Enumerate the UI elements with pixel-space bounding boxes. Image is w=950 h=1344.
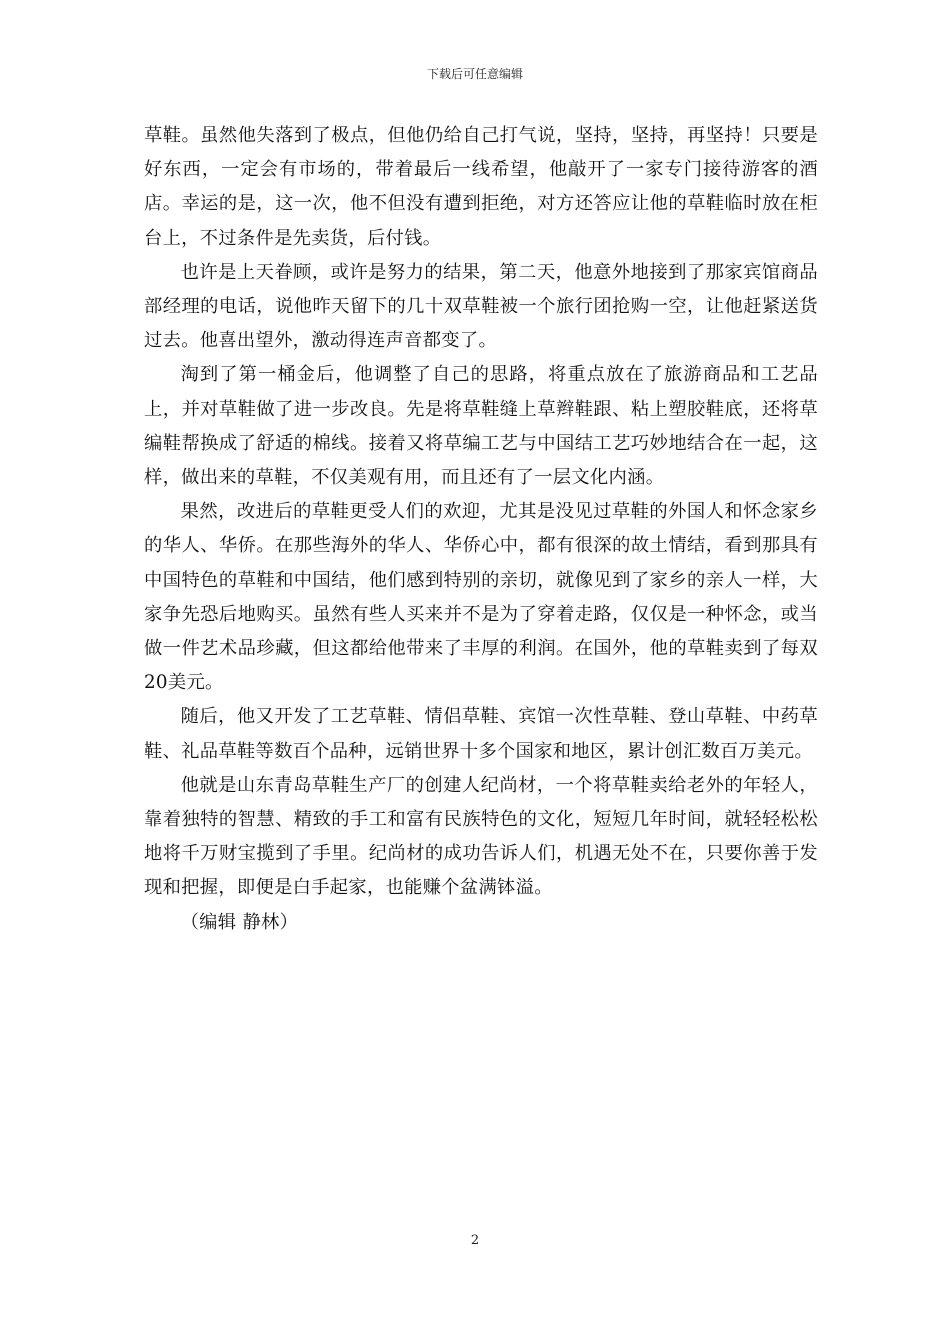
article-paragraph-5: 随后，他又开发了工艺草鞋、情侣草鞋、宾馆一次性草鞋、登山草鞋、中药草鞋、礼品草鞋等数百个品种，远销世界十多个国家和地区，累计创汇数百万美元。 — [144, 706, 818, 762]
article-body — [144, 119, 818, 940]
page-number: 2 — [470, 1233, 480, 1248]
article-paragraph-1: 草鞋。虽然他失落到了极点，但他仍给自己打气说，坚持，坚持，再坚持！只要是好东西，一定会有市场的，带着最后一线希望，他敲开了一家专门接待游客的酒店。幸运的是，这一次，他不但没有遭到拒绝，对方还答应让他的草鞋临时放在柜台上，不过条件是先卖货，后付钱。 — [144, 125, 818, 249]
article-paragraph-6: 他就是山东青岛草鞋生产厂的创建人纪尚材，一个将草鞋卖给老外的年轻人，靠着独特的智慧、精致的手工和富有民族特色的文化，短短几年时间，就轻轻松松地将千万财宝揽到了手里。纪尚材的成功告诉人们，机遇无处不在，只要你善于发现和把握，即便是白手起家，也能赚个盆满钵溢。 — [144, 774, 818, 899]
article-paragraph-2: 也许是上天眷顾，或许是努力的结果，第二天，他意外地接到了那家宾馆商品部经理的电话，说他昨天留下的几十双草鞋被一个旅行团抢购一空，让他赶紧送货过去。他喜出望外，激动得连声音都变了。 — [144, 261, 818, 352]
editor-signature: （编辑 静林） — [180, 911, 299, 933]
article-paragraph-3: 淘到了第一桶金后，他调整了自己的思路，将重点放在了旅游商品和工艺品上，并对草鞋做了进一步改良。先是将草鞋缝上草辫鞋跟、粘上塑胶鞋底，还将草编鞋帮换成了舒适的棉线。接着又将草编工艺与中国结工艺巧妙地结合在一起，这样，做出来的草鞋，不仅美观有用，而且还有了一层文化内涵。 — [144, 364, 818, 489]
page-header: 下载后可任意编辑 — [426, 67, 523, 81]
article-paragraph-4: 果然，改进后的草鞋更受人们的欢迎，尤其是没见过草鞋的外国人和怀念家乡的华人、华侨。在那些海外的华人、华侨心中，都有很深的故土情结，看到那具有中国特色的草鞋和中国结，他们感到特别的亲切，就像见到了家乡的亲人一样，大家争先恐后地购买。虽然有些人买来并不是为了穿着走路，仅仅是一种怀念，或当做一件艺术品珍藏，但这都给他带来了丰厚的利润。在国外，他的草鞋卖到了每双20美元。 — [144, 501, 818, 694]
